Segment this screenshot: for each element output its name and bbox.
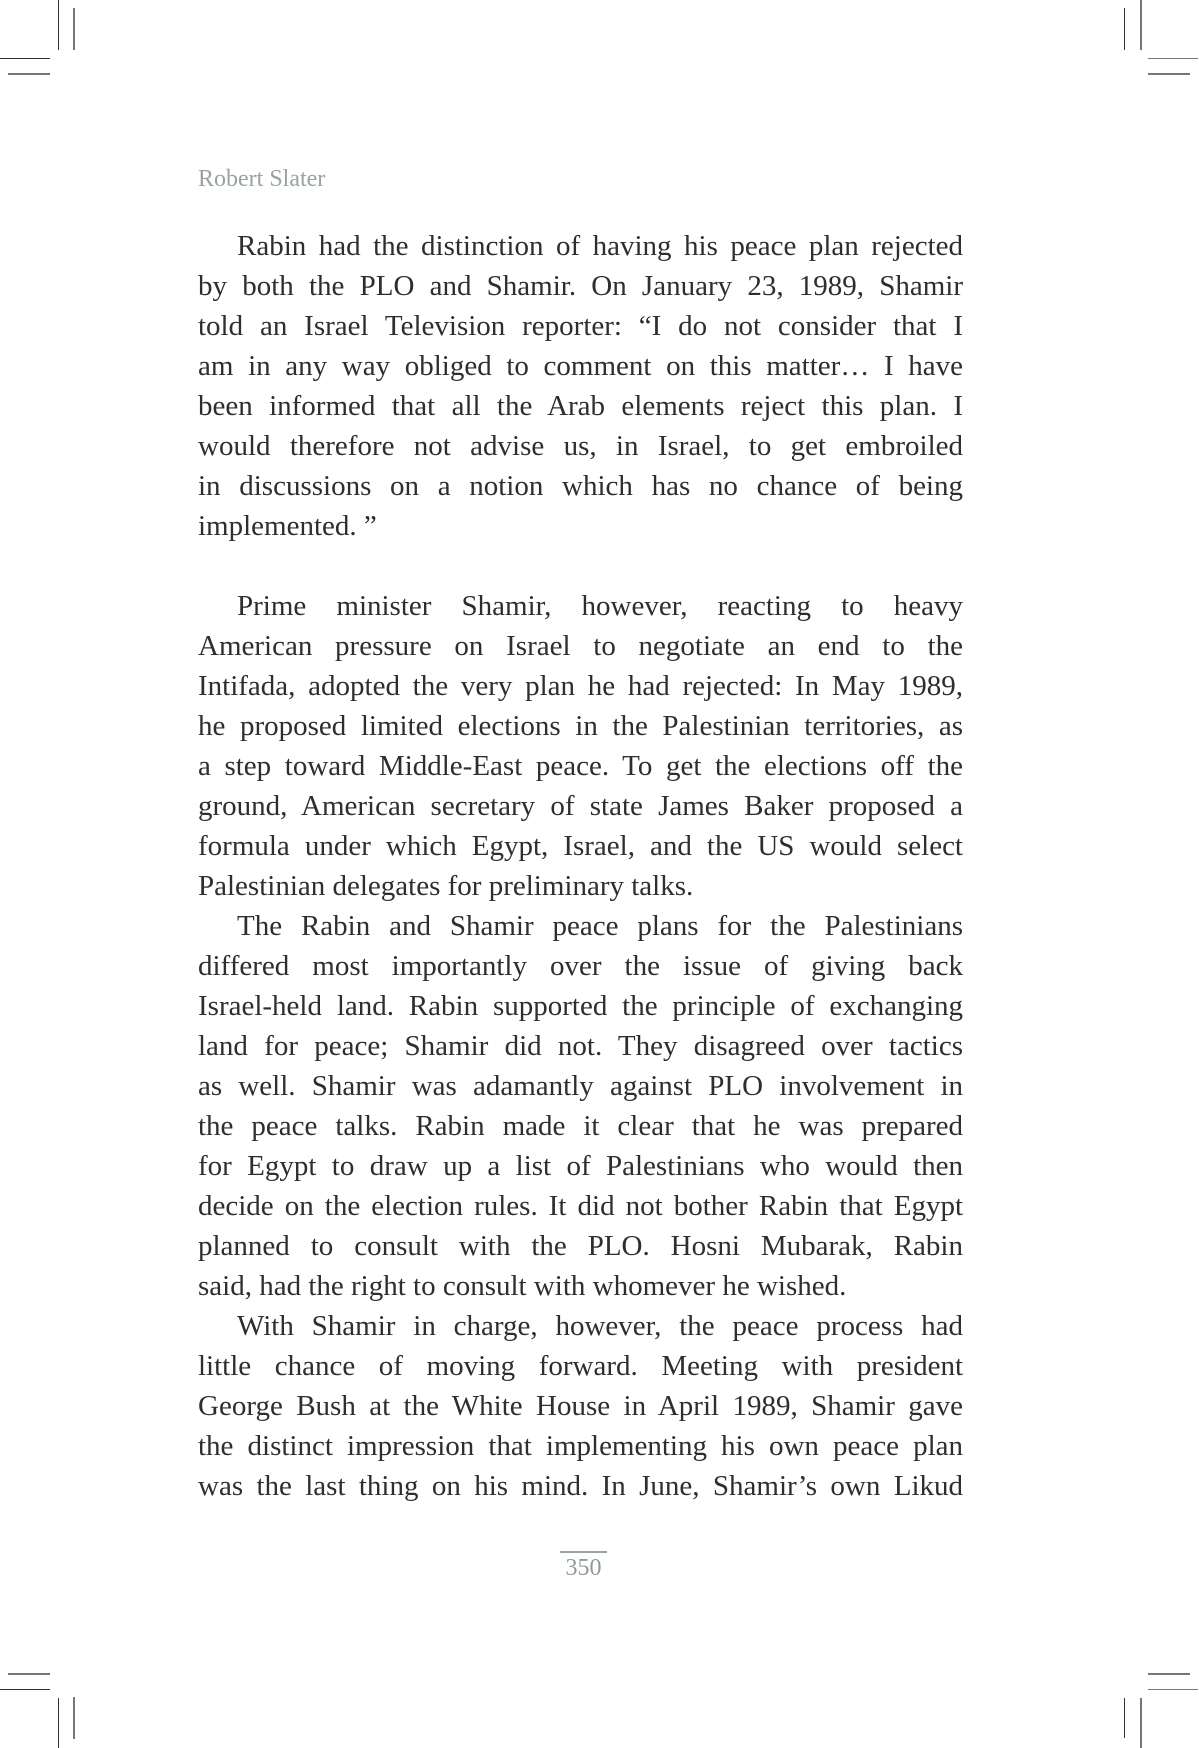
crop-mark-bottom-right-v1 (1124, 1698, 1125, 1738)
text-line: American pressure on Israel to negotiate an end to the (198, 630, 963, 662)
paragraph (198, 906, 963, 1306)
text-line: land for peace; Shamir did not. They disagreed over tactics (198, 1030, 963, 1062)
crop-mark-bottom-left-h1 (8, 1673, 50, 1675)
crop-mark-bottom-right-v2 (1140, 1698, 1142, 1748)
crop-mark-top-right-h2 (1148, 73, 1190, 75)
crop-mark-bottom-left-h2 (0, 1689, 50, 1690)
crop-mark-top-right-h1 (1148, 58, 1198, 59)
text-line: for Egypt to draw up a list of Palestinians who would then (198, 1150, 963, 1182)
text-line: George Bush at the White House in April 1989, Shamir gave (198, 1390, 963, 1422)
text-line: am in any way obliged to comment on this matter… I have (198, 350, 963, 382)
text-line: Rabin had the distinction of having his peace plan rejected (237, 230, 963, 262)
text-line: the distinct impression that implementing his own peace plan (198, 1430, 963, 1462)
text-line: as well. Shamir was adamantly against PLO involvement in (198, 1070, 963, 1102)
crop-mark-top-left-h2 (8, 73, 50, 75)
crop-mark-bottom-left-v2 (73, 1697, 75, 1739)
text-line: little chance of moving forward. Meeting with president (198, 1350, 963, 1382)
text-line: by both the PLO and Shamir. On January 23, 1989, Shamir (198, 270, 963, 302)
text-line: a step toward Middle-East peace. To get the elections off the (198, 750, 963, 782)
paragraph (198, 1306, 963, 1506)
text-line: ground, American secretary of state James Baker proposed a (198, 790, 963, 822)
text-line: he proposed limited elections in the Palestinian territories, as (198, 710, 963, 742)
paragraph (198, 226, 963, 546)
running-head-author: Robert Slater (198, 166, 326, 192)
text-line: The Rabin and Shamir peace plans for the Palestinians (237, 910, 963, 942)
text-line: was the last thing on his mind. In June, Shamir’s own Likud (198, 1470, 963, 1502)
paragraph-gap (198, 546, 963, 586)
text-line: said, had the right to consult with whomever he wished. (198, 1270, 847, 1302)
body-text (198, 226, 963, 1506)
crop-mark-bottom-right-h1 (1148, 1673, 1190, 1675)
crop-mark-bottom-right-h2 (1148, 1689, 1198, 1690)
text-line: planned to consult with the PLO. Hosni Mubarak, Rabin (198, 1230, 963, 1262)
text-line: in discussions on a notion which has no chance of being (198, 470, 963, 502)
text-line: decide on the election rules. It did not bother Rabin that Egypt (198, 1190, 963, 1222)
text-line: been informed that all the Arab elements reject this plan. I (198, 390, 963, 422)
text-line: implemented. ” (198, 510, 377, 542)
crop-mark-top-left-v1 (58, 0, 59, 50)
text-line: Prime minister Shamir, however, reacting to heavy (237, 590, 963, 622)
text-line: formula under which Egypt, Israel, and the US would select (198, 830, 963, 862)
crop-mark-top-left-v2 (73, 8, 75, 50)
page-number: 350 (560, 1551, 607, 1582)
text-line: Israel-held land. Rabin supported the principle of exchanging (198, 990, 963, 1022)
text-line: the peace talks. Rabin made it clear that he was prepared (198, 1110, 963, 1142)
crop-mark-top-left-h1 (0, 58, 50, 59)
crop-mark-top-right-v2 (1140, 0, 1142, 50)
paragraph (198, 586, 963, 906)
text-line: told an Israel Television reporter: “I do not consider that I (198, 310, 963, 342)
crop-mark-top-right-v1 (1124, 8, 1125, 50)
crop-mark-bottom-left-v1 (58, 1698, 59, 1748)
text-line: differed most importantly over the issue of giving back (198, 950, 963, 982)
text-line: would therefore not advise us, in Israel, to get embroiled (198, 430, 963, 462)
text-line: Palestinian delegates for preliminary talks. (198, 870, 694, 902)
text-line: With Shamir in charge, however, the peace process had (237, 1310, 963, 1342)
text-line: Intifada, adopted the very plan he had rejected: In May 1989, (198, 670, 963, 702)
